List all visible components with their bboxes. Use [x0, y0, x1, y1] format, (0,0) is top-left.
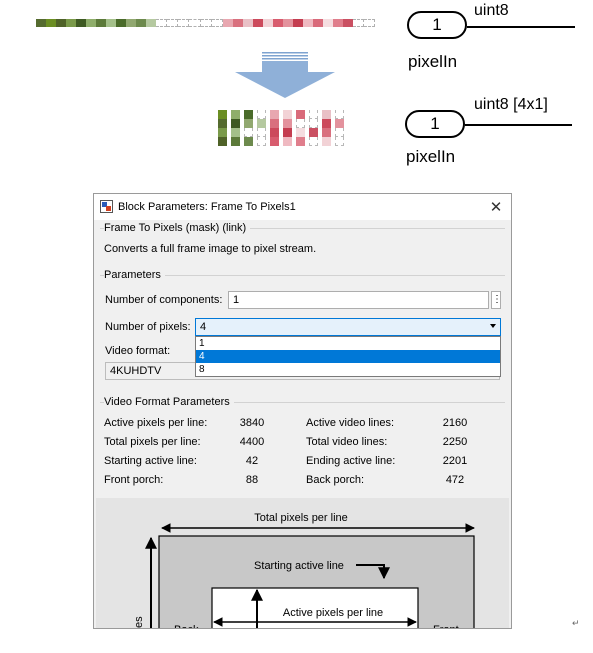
- strip-pixel: [313, 19, 323, 27]
- dialog-title: Block Parameters: Frame To Pixels1: [118, 201, 296, 213]
- strip-pixel: [263, 19, 273, 27]
- pixel-port-number: 1: [430, 114, 440, 133]
- close-button[interactable]: ✕: [489, 199, 503, 216]
- vector-pixel: [270, 110, 279, 119]
- vector-pixel: [244, 137, 253, 146]
- strip-pixel: [126, 19, 136, 27]
- strip-pixel: [76, 19, 86, 27]
- stat-value: 42: [245, 455, 259, 467]
- stat-label: Active video lines:: [306, 417, 395, 429]
- vector-pixel: [270, 137, 279, 146]
- pixel-vector-column: [244, 110, 253, 146]
- strip-pixel: [253, 19, 263, 27]
- back-porch-label: Back: [174, 624, 199, 636]
- strip-pixel: [136, 19, 146, 27]
- vector-pixel: [283, 119, 292, 128]
- strip-pixel: [212, 19, 223, 27]
- strip-pixel: [243, 19, 253, 27]
- strip-pixel: [353, 19, 364, 27]
- vector-pixel: [322, 137, 331, 146]
- vector-pixel: [335, 128, 344, 137]
- vector-pixel: [335, 137, 344, 146]
- pixel-vector-column: [322, 110, 331, 146]
- strip-pixel: [156, 19, 167, 27]
- vector-pixel: [296, 119, 305, 128]
- stat-label: Active pixels per line:: [104, 417, 208, 429]
- start-active-label: Starting active line: [254, 560, 344, 572]
- mask-title: Frame To Pixels (mask) (link): [104, 222, 250, 234]
- vector-pixel: [335, 110, 344, 119]
- vector-pixel: [296, 137, 305, 146]
- strip-pixel: [323, 19, 333, 27]
- vector-pixel: [244, 110, 253, 119]
- vector-pixel: [244, 128, 253, 137]
- pixel-column-groups: [218, 110, 344, 146]
- stat-value: 3840: [239, 417, 265, 429]
- stat-value: 88: [245, 474, 259, 486]
- vector-pixel: [270, 128, 279, 137]
- strip-pixel: [116, 19, 126, 27]
- vector-pixel: [296, 110, 305, 119]
- video-format-params-title: Video Format Parameters: [104, 396, 234, 408]
- strip-pixel: [201, 19, 212, 27]
- vector-pixel: [296, 128, 305, 137]
- active-pixels-label: Active pixels per line: [282, 607, 384, 619]
- vector-pixel: [231, 110, 240, 119]
- pixel-vector-column: [335, 110, 344, 146]
- strip-pixel: [46, 19, 56, 27]
- stat-label: Ending active line:: [306, 455, 396, 467]
- vector-pixel: [231, 119, 240, 128]
- strip-pixel: [303, 19, 313, 27]
- frame-pixel-strip: [36, 19, 375, 27]
- strip-pixel: [36, 19, 46, 27]
- stat-label: Front porch:: [104, 474, 164, 486]
- vector-pixel: [322, 128, 331, 137]
- vector-pixel: [218, 128, 227, 137]
- vector-pixel: [309, 128, 318, 137]
- return-mark-icon: ↵: [572, 618, 580, 628]
- strip-pixel: [293, 19, 303, 27]
- components-label: Number of components:: [105, 294, 223, 306]
- strip-pixel: [106, 19, 116, 27]
- vector-pixel: [218, 110, 227, 119]
- pixel-port-label: pixelIn: [406, 147, 456, 166]
- strip-pixel: [178, 19, 189, 27]
- stat-value: 2201: [442, 455, 468, 467]
- frame-port-type: uint8: [474, 2, 509, 19]
- components-more-button[interactable]: ⋮: [491, 291, 501, 309]
- stat-label: Total video lines:: [306, 436, 388, 448]
- stat-value: 4400: [239, 436, 265, 448]
- stat-label: Back porch:: [306, 474, 365, 486]
- frame-port-signal-line: [467, 26, 575, 28]
- vector-pixel: [335, 119, 344, 128]
- strip-pixel: [86, 19, 96, 27]
- strip-pixel: [343, 19, 353, 27]
- pixels-select[interactable]: [195, 318, 501, 336]
- block-parameters-dialog: [93, 193, 512, 636]
- total-pixels-label: Total pixels per line: [254, 512, 348, 524]
- frame-port-label: pixelIn: [408, 52, 458, 71]
- stat-value: 2250: [442, 436, 468, 448]
- down-arrow-icon: [235, 52, 335, 98]
- strip-pixel: [167, 19, 178, 27]
- vector-pixel: [257, 110, 266, 119]
- pixel-vector-column: [296, 110, 305, 146]
- vector-pixel: [231, 128, 240, 137]
- video-timing-diagram: [96, 498, 509, 636]
- vector-pixel: [322, 119, 331, 128]
- stat-value: 2160: [442, 417, 468, 429]
- pixel-vector-column: [218, 110, 227, 146]
- front-porch-label: Front: [433, 624, 459, 636]
- frame-input-port: [407, 11, 467, 39]
- vector-pixel: [244, 119, 253, 128]
- vector-pixel: [257, 119, 266, 128]
- strip-pixel: [223, 19, 233, 27]
- strip-pixel: [146, 19, 156, 27]
- vector-pixel: [218, 137, 227, 146]
- chevron-down-icon[interactable]: [490, 324, 496, 328]
- simulink-block-icon: [100, 200, 113, 213]
- strip-pixel: [273, 19, 283, 27]
- strip-pixel: [66, 19, 76, 27]
- pixels-option[interactable]: 4: [196, 350, 500, 363]
- vector-pixel: [283, 110, 292, 119]
- components-input[interactable]: 1: [228, 291, 489, 309]
- parameters-title: Parameters: [104, 269, 165, 281]
- strip-pixel: [233, 19, 243, 27]
- pixel-port-signal-line: [465, 124, 572, 126]
- pixels-label: Number of pixels:: [105, 321, 191, 333]
- strip-pixel: [364, 19, 375, 27]
- pixel-input-port: [405, 110, 465, 138]
- strip-pixel: [96, 19, 106, 27]
- vector-pixel: [257, 128, 266, 137]
- vector-pixel: [322, 110, 331, 119]
- vector-pixel: [270, 119, 279, 128]
- pixel-port-type: uint8 [4x1]: [474, 96, 548, 113]
- vector-pixel: [309, 137, 318, 146]
- strip-pixel: [189, 19, 200, 27]
- pixels-selected-value: 4: [200, 321, 207, 333]
- vector-pixel: [283, 137, 292, 146]
- stat-value: 472: [445, 474, 465, 486]
- pixels-option[interactable]: 8: [199, 364, 205, 375]
- stat-label: Total pixels per line:: [104, 436, 201, 448]
- strip-pixel: [333, 19, 343, 27]
- total-lines-label-fragment: es: [133, 616, 145, 628]
- video-format-label: Video format:: [105, 345, 171, 357]
- pixels-option[interactable]: 1: [199, 338, 205, 349]
- vector-pixel: [257, 137, 266, 146]
- pixel-vector-column: [309, 110, 318, 146]
- vector-pixel: [218, 119, 227, 128]
- frame-port-number: 1: [432, 15, 442, 34]
- pixels-dropdown-list[interactable]: [195, 336, 501, 377]
- vector-pixel: [309, 119, 318, 128]
- mask-description: Converts a full frame image to pixel stream.: [104, 243, 317, 255]
- vector-pixel: [231, 137, 240, 146]
- vector-pixel: [309, 110, 318, 119]
- pixel-vector-column: [270, 110, 279, 146]
- strip-pixel: [56, 19, 66, 27]
- pixel-vector-column: [283, 110, 292, 146]
- video-format-select[interactable]: 4KUHDTV: [105, 362, 500, 380]
- strip-pixel: [283, 19, 293, 27]
- pixel-vector-column: [257, 110, 266, 146]
- pixel-vector-column: [231, 110, 240, 146]
- stat-label: Starting active line:: [104, 455, 197, 467]
- dialog-titlebar[interactable]: [94, 194, 511, 220]
- vector-pixel: [283, 128, 292, 137]
